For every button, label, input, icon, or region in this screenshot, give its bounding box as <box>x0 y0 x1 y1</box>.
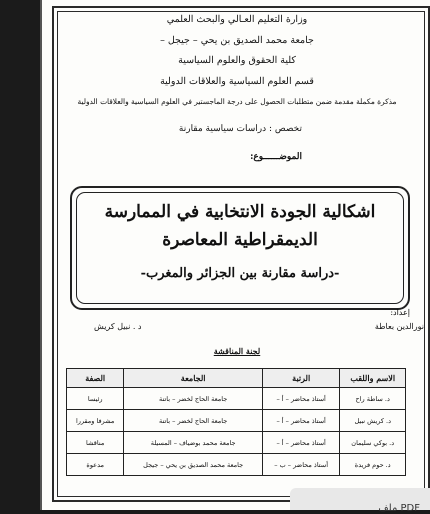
supervisor-name: د . نبيل كريش <box>94 322 142 331</box>
member-name: د. بوكي سليمان <box>340 432 406 454</box>
title-line-2: الديمقراطية المعاصرة <box>162 230 318 250</box>
member-role: مشرفا ومقررا <box>67 410 124 432</box>
col-rank-header: الرتبة <box>262 369 340 388</box>
table-row <box>67 454 406 476</box>
member-name: د. حوم فريدة <box>340 454 406 476</box>
member-rank: أستاذ محاضر – ب – <box>262 454 340 476</box>
document-page <box>40 0 430 510</box>
committee-heading: لجنة المناقشة <box>213 346 261 356</box>
member-university: جامعة الحاج لخضر – باتنة <box>124 388 263 410</box>
subject-label: الموضــــــوع: <box>250 152 302 162</box>
student-label: إعداد: <box>390 308 410 317</box>
member-rank: أستاذ محاضر – أ – <box>262 432 340 454</box>
table-header-row <box>67 369 406 388</box>
member-role: مدعوة <box>67 454 124 476</box>
member-name: د. كريش نبيل <box>340 410 406 432</box>
thesis-note: مذكرة مكملة مقدمة ضمن متطلبات الحصول على درجة الماجستير في العلوم السياسية والعلاقات الدولية <box>77 97 397 106</box>
member-university: جامعة الحاج لخضر – باتنة <box>124 410 263 432</box>
ministry-line: وزارة التعليم العـالي والبحث العلمي <box>166 14 308 25</box>
title-line-1: اشكالية الجودة الانتخابية في الممارسة <box>104 202 376 222</box>
table-row <box>67 410 406 432</box>
member-role: رئيسا <box>67 388 124 410</box>
title-subtitle: -دراسة مقارنة بين الجزائر والمغرب- <box>140 266 340 281</box>
table-row <box>67 432 406 454</box>
university-line: جامعة محمد الصديق بن يحي – جيجل – <box>160 35 314 46</box>
faculty-line: كلية الحقوق والعلوم السياسية <box>178 55 296 66</box>
department-line: قسم العلوم السياسية والعلاقات الدولية <box>160 76 314 87</box>
member-university: جامعة محمد بوضياف – المسيلة <box>124 432 263 454</box>
title-box <box>70 186 410 310</box>
member-role: مناقشا <box>67 432 124 454</box>
member-university: جامعة محمد الصديق بن يحي – جيجل <box>124 454 263 476</box>
table-row <box>67 388 406 410</box>
student-name: نورالدين بعاطة <box>374 322 424 331</box>
col-name-header: الاسم واللقب <box>340 369 406 388</box>
specialty-line: تخصص : دراسات سياسية مقارنة <box>178 124 302 134</box>
member-rank: أستاذ محاضر – أ – <box>262 410 340 432</box>
pdf-file-label[interactable]: PDF ملف <box>378 503 420 514</box>
col-university-header: الجامعة <box>124 369 263 388</box>
member-rank: أستاذ محاضر – أ – <box>262 388 340 410</box>
member-name: د. ساطة راح <box>340 388 406 410</box>
col-role-header: الصفة <box>67 369 124 388</box>
committee-table <box>66 368 406 476</box>
